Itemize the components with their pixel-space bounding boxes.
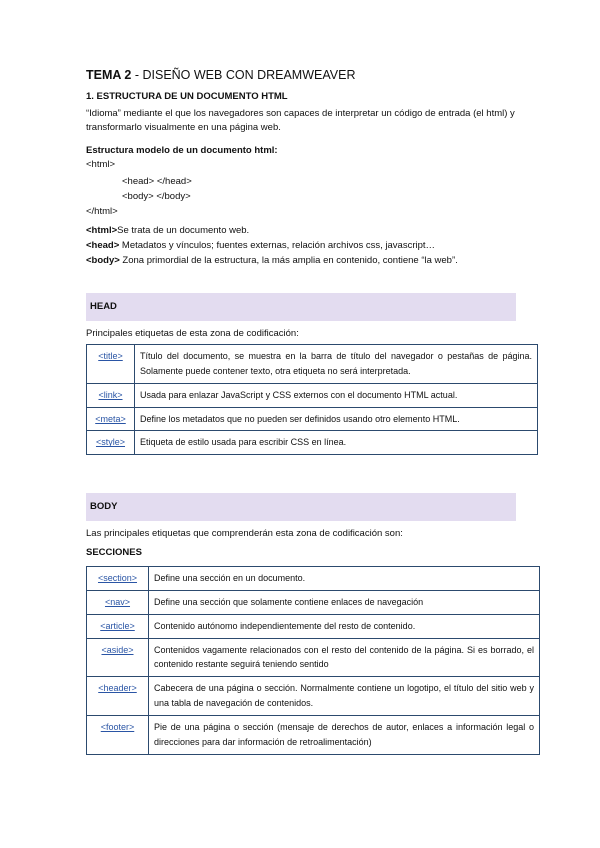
tag-link[interactable]: <style>	[87, 431, 135, 455]
definition-line	[86, 224, 249, 238]
tag-description: Contenido autónomo independientemente del resto de contenido.	[149, 614, 540, 638]
tag-link[interactable]: <footer>	[87, 715, 149, 754]
tema-subtitle: - DISEÑO WEB CON DREAMWEAVER	[131, 68, 356, 82]
table-row	[87, 431, 538, 455]
head-intro: Principales etiquetas de esta zona de codificación:	[86, 328, 299, 339]
table-row	[87, 715, 540, 754]
table-row	[87, 567, 540, 591]
tag-description: Define una sección que solamente contiene enlaces de navegación	[149, 590, 540, 614]
document-title	[86, 66, 355, 84]
tag-description: Título del documento, se muestra en la barra de título del navegador o pestañas de página. Solamente puede contener texto, otra etiqueta no será interpretada.	[135, 345, 538, 384]
code-line: <html>	[86, 159, 116, 170]
table-row	[87, 614, 540, 638]
code-line: </html>	[86, 206, 118, 217]
section-heading: 1. ESTRUCTURA DE UN DOCUMENTO HTML	[86, 91, 288, 102]
table-row	[87, 407, 538, 431]
definition-line	[86, 254, 458, 268]
tag-description: Cabecera de una página o sección. Normalmente contiene un logotipo, el título del sitio web y una tabla de navegación de contenidos.	[149, 677, 540, 716]
tema-label: TEMA 2	[86, 68, 132, 82]
definition-text: Metadatos y vínculos; fuentes externas, relación archivos css, javascript…	[119, 240, 436, 251]
tag-description: Define una sección en un documento.	[149, 567, 540, 591]
tag-link[interactable]: <meta>	[87, 407, 135, 431]
body-tags-table	[86, 566, 540, 755]
tag-link[interactable]: <aside>	[87, 638, 149, 677]
table-row	[87, 677, 540, 716]
tag-link[interactable]: <nav>	[87, 590, 149, 614]
tag-description: Contenidos vagamente relacionados con el resto del contenido de la página. Si es borrado, el contenido restante seguirá teniendo sentido	[149, 638, 540, 677]
intro-paragraph: “Idioma” mediante el que los navegadores son capaces de interpretar un código de entrada (el html) y transformarlo visualmente en una página web.	[86, 108, 515, 133]
head-band: HEAD	[86, 293, 516, 321]
tag-link[interactable]: <link>	[87, 383, 135, 407]
definition-tag: <head>	[86, 240, 120, 251]
body-band: BODY	[86, 493, 516, 521]
tag-link[interactable]: <section>	[87, 567, 149, 591]
table-row	[87, 345, 538, 384]
tag-description: Pie de una página o sección (mensaje de derechos de autor, enlaces a información legal o direcciones para dar información de retroalimentación)	[149, 715, 540, 754]
model-heading: Estructura modelo de un documento html:	[86, 145, 278, 156]
tag-link[interactable]: <header>	[87, 677, 149, 716]
table-row	[87, 638, 540, 677]
head-tags-table	[86, 344, 538, 455]
table-row	[87, 383, 538, 407]
code-line: <head> </head>	[122, 176, 192, 187]
definition-tag: <body>	[86, 255, 120, 266]
sections-subheading: SECCIONES	[86, 547, 142, 558]
tag-description: Define los metadatos que no pueden ser definidos usando otro elemento HTML.	[135, 407, 538, 431]
table-row	[87, 590, 540, 614]
body-intro: Las principales etiquetas que comprenderán esta zona de codificación son:	[86, 528, 403, 539]
tag-link[interactable]: <title>	[87, 345, 135, 384]
tag-link[interactable]: <article>	[87, 614, 149, 638]
tag-description: Etiqueta de estilo usada para escribir CSS en línea.	[135, 431, 538, 455]
definition-text: Zona primordial de la estructura, la más amplia en contenido, contiene “la web”.	[119, 255, 458, 266]
tag-description: Usada para enlazar JavaScript y CSS externos con el documento HTML actual.	[135, 383, 538, 407]
definition-tag: <html>	[86, 225, 118, 236]
code-line: <body> </body>	[122, 191, 191, 202]
definition-line	[86, 239, 435, 253]
definition-text: Se trata de un documento web.	[117, 225, 250, 236]
